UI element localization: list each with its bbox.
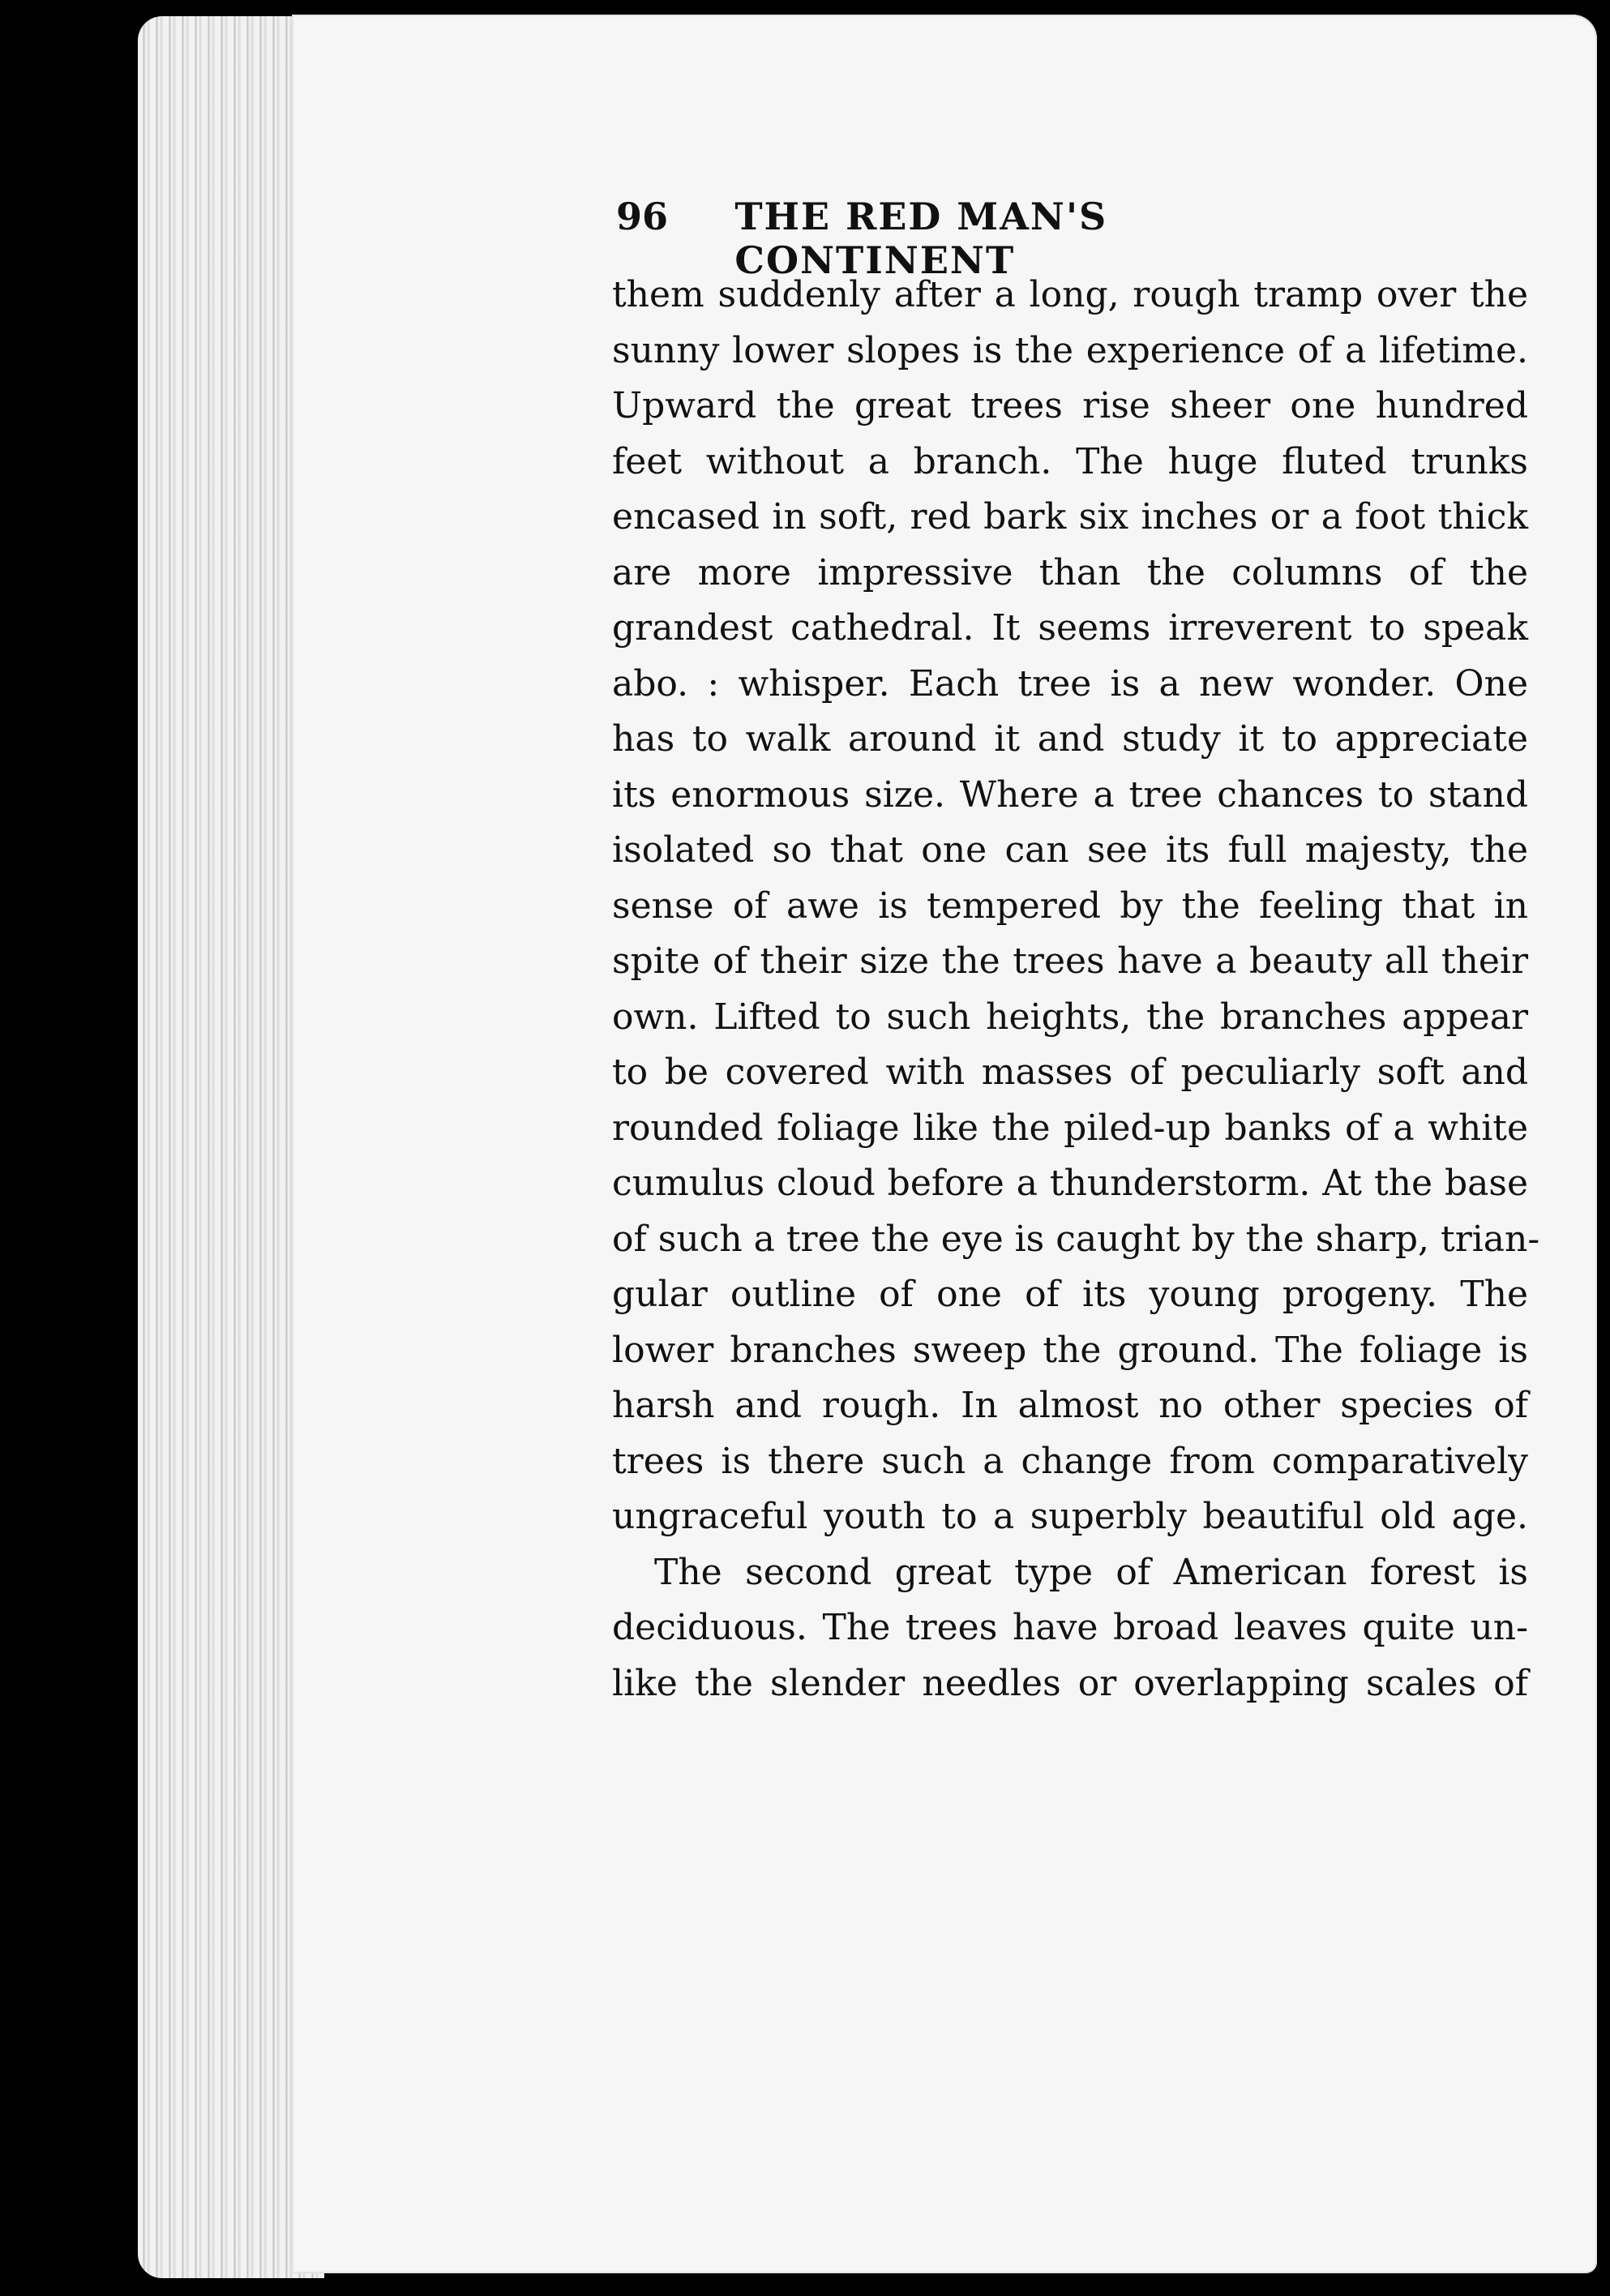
- text-line: abo. : whisper. Each tree is a new wonder. One: [612, 662, 1528, 705]
- text-line: of such a tree the eye is caught by the sharp, trian-: [612, 1218, 1540, 1260]
- text-line: grandest cathedral. It seems irreverent to speak: [612, 607, 1528, 649]
- text-line: The second great type of American forest is: [654, 1551, 1528, 1593]
- text-line: Upward the great trees rise sheer one hundred: [612, 385, 1528, 426]
- text-line: ungraceful youth to a superbly beautiful old age.: [612, 1496, 1528, 1537]
- text-line: sense of awe is tempered by the feeling that in: [612, 885, 1528, 927]
- text-line: has to walk around it and study it to appreciate: [612, 718, 1528, 760]
- text-line: feet without a branch. The huge fluted trunks: [612, 440, 1528, 482]
- text-line: deciduous. The trees have broad leaves quite un-: [612, 1607, 1528, 1648]
- text-line: lower branches sweep the ground. The foliage is: [612, 1329, 1528, 1371]
- running-title: THE RED MAN'S CONTINENT: [734, 195, 1108, 282]
- text-line: rounded foliage like the piled-up banks of a white: [612, 1107, 1528, 1149]
- text-line: isolated so that one can see its full majesty, the: [612, 829, 1528, 871]
- text-line: gular outline of one of its young progeny. The: [612, 1274, 1528, 1315]
- running-head: [616, 195, 1386, 282]
- text-line: are more impressive than the columns of the: [612, 551, 1528, 593]
- page-number: 96: [616, 195, 669, 238]
- text-line: own. Lifted to such heights, the branches appear: [612, 996, 1528, 1038]
- text-line: encased in soft, red bark six inches or a foot thick: [612, 496, 1528, 538]
- text-line: harsh and rough. In almost no other species of: [612, 1385, 1528, 1426]
- text-line: trees is there such a change from comparatively: [612, 1440, 1528, 1482]
- text-line: spite of their size the trees have a beauty all their: [612, 940, 1528, 982]
- text-line: like the slender needles or overlapping scales of: [612, 1662, 1528, 1704]
- text-line: sunny lower slopes is the experience of a lifetime.: [612, 329, 1528, 371]
- text-line: cumulus cloud before a thunderstorm. At the base: [612, 1163, 1528, 1204]
- text-line: them suddenly after a long, rough tramp over the: [612, 274, 1528, 315]
- text-line: to be covered with masses of peculiarly soft and: [612, 1052, 1528, 1093]
- body-text: [612, 268, 1540, 1711]
- text-line: its enormous size. Where a tree chances to stand: [612, 773, 1528, 816]
